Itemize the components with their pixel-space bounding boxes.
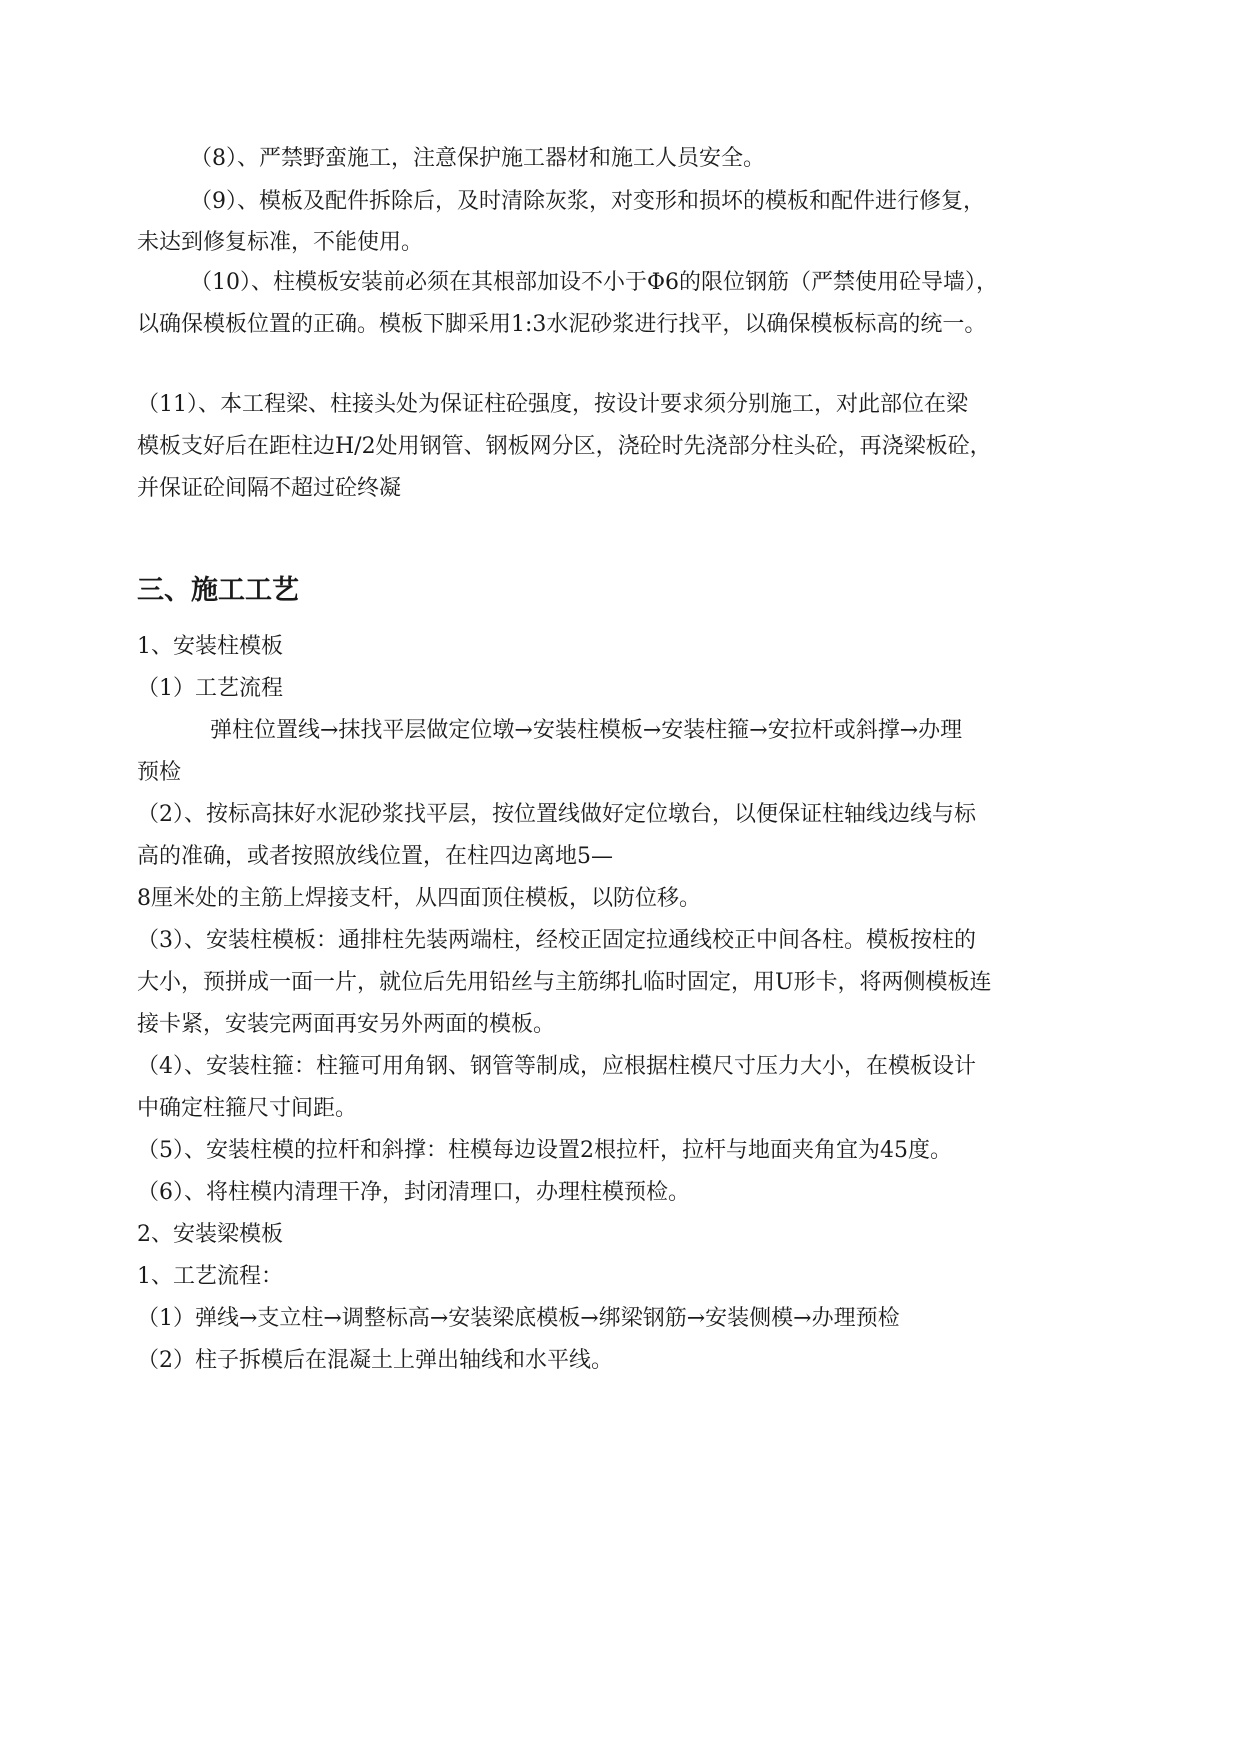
paragraph-line: 预检 (137, 760, 182, 785)
subsection-title: 1、安装柱模板 (137, 634, 283, 659)
paragraph-line: 弹柱位置线→抹找平层做定位墩→安装柱模板→安装柱箍→安拉杆或斜撑→办理 (210, 718, 963, 743)
paragraph-line: 中确定柱箍尺寸间距。 (137, 1096, 358, 1121)
paragraph-line: 模板支好后在距柱边H/2处用钢管、钢板网分区，浇砼时先浇部分柱头砼，再浇梁板砼， (137, 434, 992, 459)
paragraph-line: （5）、安装柱模的拉杆和斜撑：柱模每边设置2根拉杆，拉杆与地面夹角宜为45度。 (137, 1138, 952, 1163)
paragraph-line: 1、工艺流程： (137, 1264, 283, 1289)
paragraph-line: （3）、安装柱模板：通排柱先装两端柱，经校正固定拉通线校正中间各柱。模板按柱的 (137, 928, 976, 953)
paragraph-line: （1）工艺流程 (137, 676, 283, 701)
paragraph-line: （4）、安装柱箍：柱箍可用角钢、钢管等制成，应根据柱模尺寸压力大小，在模板设计 (137, 1054, 976, 1079)
paragraph-line: （2）、按标高抹好水泥砂浆找平层，按位置线做好定位墩台，以便保证柱轴线边线与标 (137, 802, 976, 827)
paragraph-line: 未达到修复标准，不能使用。 (137, 230, 424, 255)
paragraph-line: 高的准确，或者按照放线位置，在柱四边离地5— (137, 844, 613, 869)
paragraph-line: （1）弹线→支立柱→调整标高→安装梁底模板→绑梁钢筋→安装侧模→办理预检 (137, 1306, 900, 1331)
paragraph-line: （11）、本工程梁、柱接头处为保证柱砼强度，按设计要求须分别施工，对此部位在梁 (137, 392, 968, 417)
paragraph-line: 以确保模板位置的正确。模板下脚采用1:3水泥砂浆进行找平，以确保模板标高的统一。 (137, 312, 987, 337)
paragraph-line: 接卡紧，安装完两面再安另外两面的模板。 (137, 1012, 556, 1037)
paragraph-line: 并保证砼间隔不超过砼终凝 (137, 476, 402, 501)
paragraph-line: 8厘米处的主筋上焊接支杆，从四面顶住模板，以防位移。 (137, 886, 701, 911)
paragraph-line: （9）、模板及配件拆除后，及时清除灰浆，对变形和损坏的模板和配件进行修复， (190, 189, 985, 214)
paragraph-line: （2）柱子拆模后在混凝土上弹出轴线和水平线。 (137, 1348, 613, 1373)
subsection-title: 2、安装梁模板 (137, 1222, 283, 1247)
paragraph-line: （6）、将柱模内清理干净，封闭清理口，办理柱模预检。 (137, 1180, 690, 1205)
paragraph-line: 大小，预拼成一面一片，就位后先用铅丝与主筋绑扎临时固定，用U形卡，将两侧模板连 (137, 970, 992, 995)
section-heading: 三、施工工艺 (137, 575, 299, 606)
paragraph-line: （10）、柱模板安装前必须在其根部加设不小于Φ6的限位钢筋（严禁使用砼导墙）， (190, 270, 999, 295)
paragraph-line: （8）、严禁野蛮施工，注意保护施工器材和施工人员安全。 (190, 146, 765, 171)
